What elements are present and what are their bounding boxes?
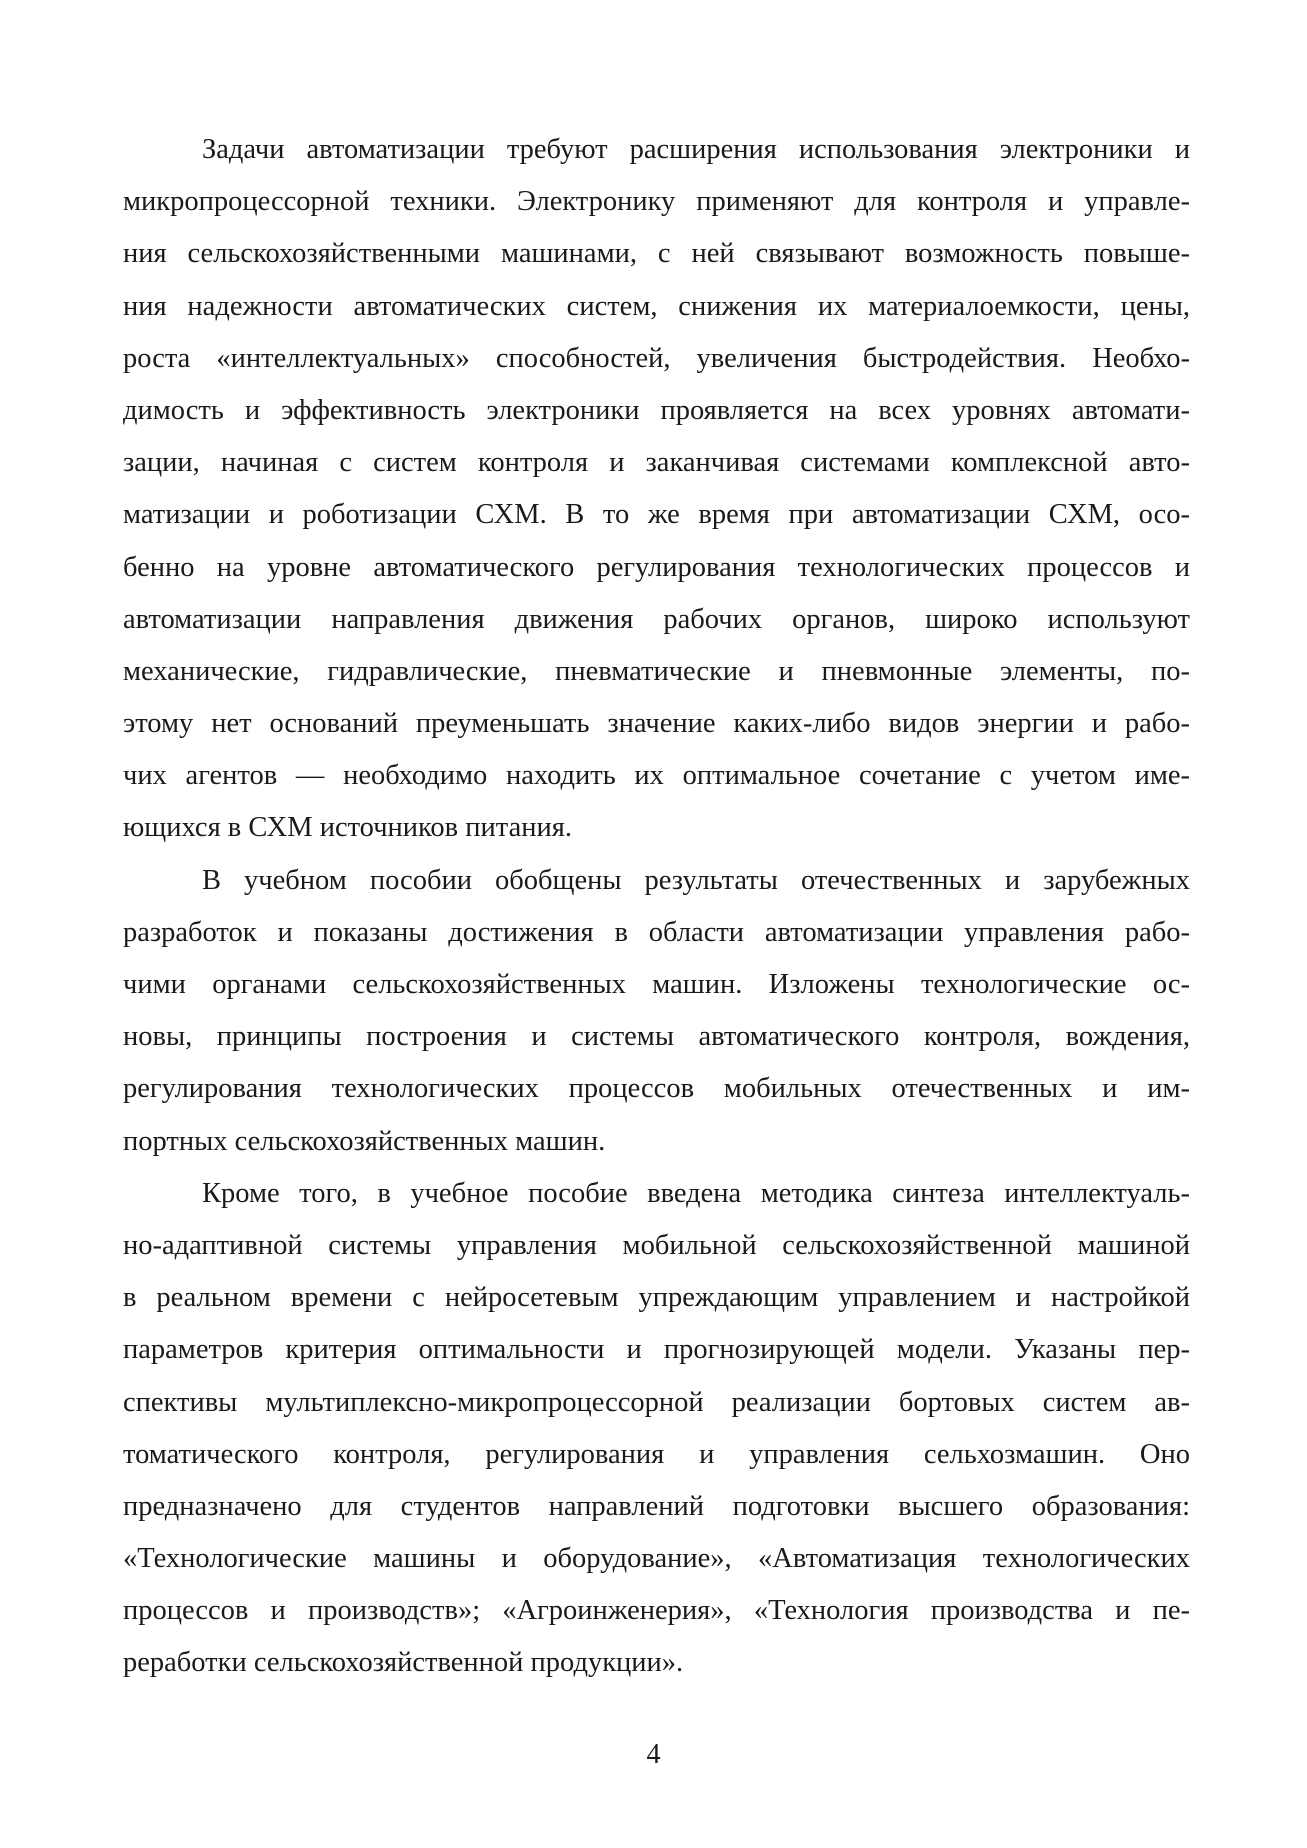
- text-line: параметров критерия оптимальности и прогнозирующей модели. Указаны пер-: [123, 1334, 1190, 1366]
- text-line: Задачи автоматизации требуют расширения использования электроники и: [202, 134, 1190, 165]
- text-line: ющихся в СХМ источников питания.: [123, 812, 572, 844]
- paragraph-2: [123, 855, 1190, 1168]
- paragraph-3: [123, 1168, 1190, 1690]
- text-line: новы, принципы построения и системы автоматического контроля, вождения,: [123, 1021, 1190, 1053]
- text-line: ния надежности автоматических систем, снижения их материалоемкости, цены,: [123, 290, 1190, 322]
- text-line: матизации и роботизации СХМ. В то же время при автоматизации СХМ, осо-: [123, 499, 1190, 531]
- text-line: реработки сельскохозяйственной продукции».: [123, 1647, 684, 1679]
- text-line: портных сельскохозяйственных машин.: [123, 1125, 606, 1157]
- text-line: роста «интеллектуальных» способностей, увеличения быстродействия. Необхо-: [123, 342, 1190, 374]
- text-line: «Технологические машины и оборудование», «Автоматизация технологических: [123, 1543, 1190, 1575]
- text-line: микропроцессорной техники. Электронику применяют для контроля и управле-: [123, 186, 1190, 218]
- text-line: чих агентов — необходимо находить их оптимальное сочетание с учетом име-: [123, 760, 1190, 792]
- text-line: предназначено для студентов направлений подготовки высшего образования:: [123, 1490, 1190, 1522]
- text-line: спективы мультиплексно-микропроцессорной реализации бортовых систем ав-: [123, 1386, 1190, 1418]
- body-text: [123, 124, 1190, 1690]
- text-line: димость и эффективность электроники проявляется на всех уровнях автомати-: [123, 394, 1190, 426]
- text-line: бенно на уровне автоматического регулирования технологических процессов и: [123, 551, 1190, 583]
- text-line: ния сельскохозяйственными машинами, с ней связывают возможность повыше-: [123, 238, 1190, 270]
- paragraph-1: [123, 124, 1190, 855]
- text-line: томатического контроля, регулирования и управления сельхозмашин. Оно: [123, 1438, 1190, 1470]
- text-line: Кроме того, в учебное пособие введена методика синтеза интеллектуаль-: [202, 1177, 1190, 1209]
- text-line: зации, начиная с систем контроля и заканчивая системами комплексной авто-: [123, 447, 1190, 479]
- text-line: этому нет оснований преуменьшать значение каких-либо видов энергии и рабо-: [123, 708, 1190, 740]
- page-number: 4: [646, 1739, 661, 1770]
- text-line: чими органами сельскохозяйственных машин. Изложены технологические ос-: [123, 969, 1190, 1000]
- text-line: но-адаптивной системы управления мобильной сельскохозяйственной машиной: [123, 1229, 1190, 1261]
- text-line: В учебном пособии обобщены результаты отечественных и зарубежных: [202, 864, 1190, 896]
- text-line: процессов и производств»; «Агроинженерия», «Технология производства и пе-: [123, 1595, 1190, 1627]
- text-line: механические, гидравлические, пневматические и пневмонные элементы, по-: [123, 655, 1190, 687]
- text-line: автоматизации направления движения рабочих органов, широко используют: [123, 603, 1190, 635]
- text-line: разработок и показаны достижения в области автоматизации управления рабо-: [123, 916, 1190, 948]
- text-line: в реальном времени с нейросетевым упреждающим управлением и настройкой: [123, 1282, 1190, 1314]
- text-line: регулирования технологических процессов мобильных отечественных и им-: [123, 1073, 1190, 1105]
